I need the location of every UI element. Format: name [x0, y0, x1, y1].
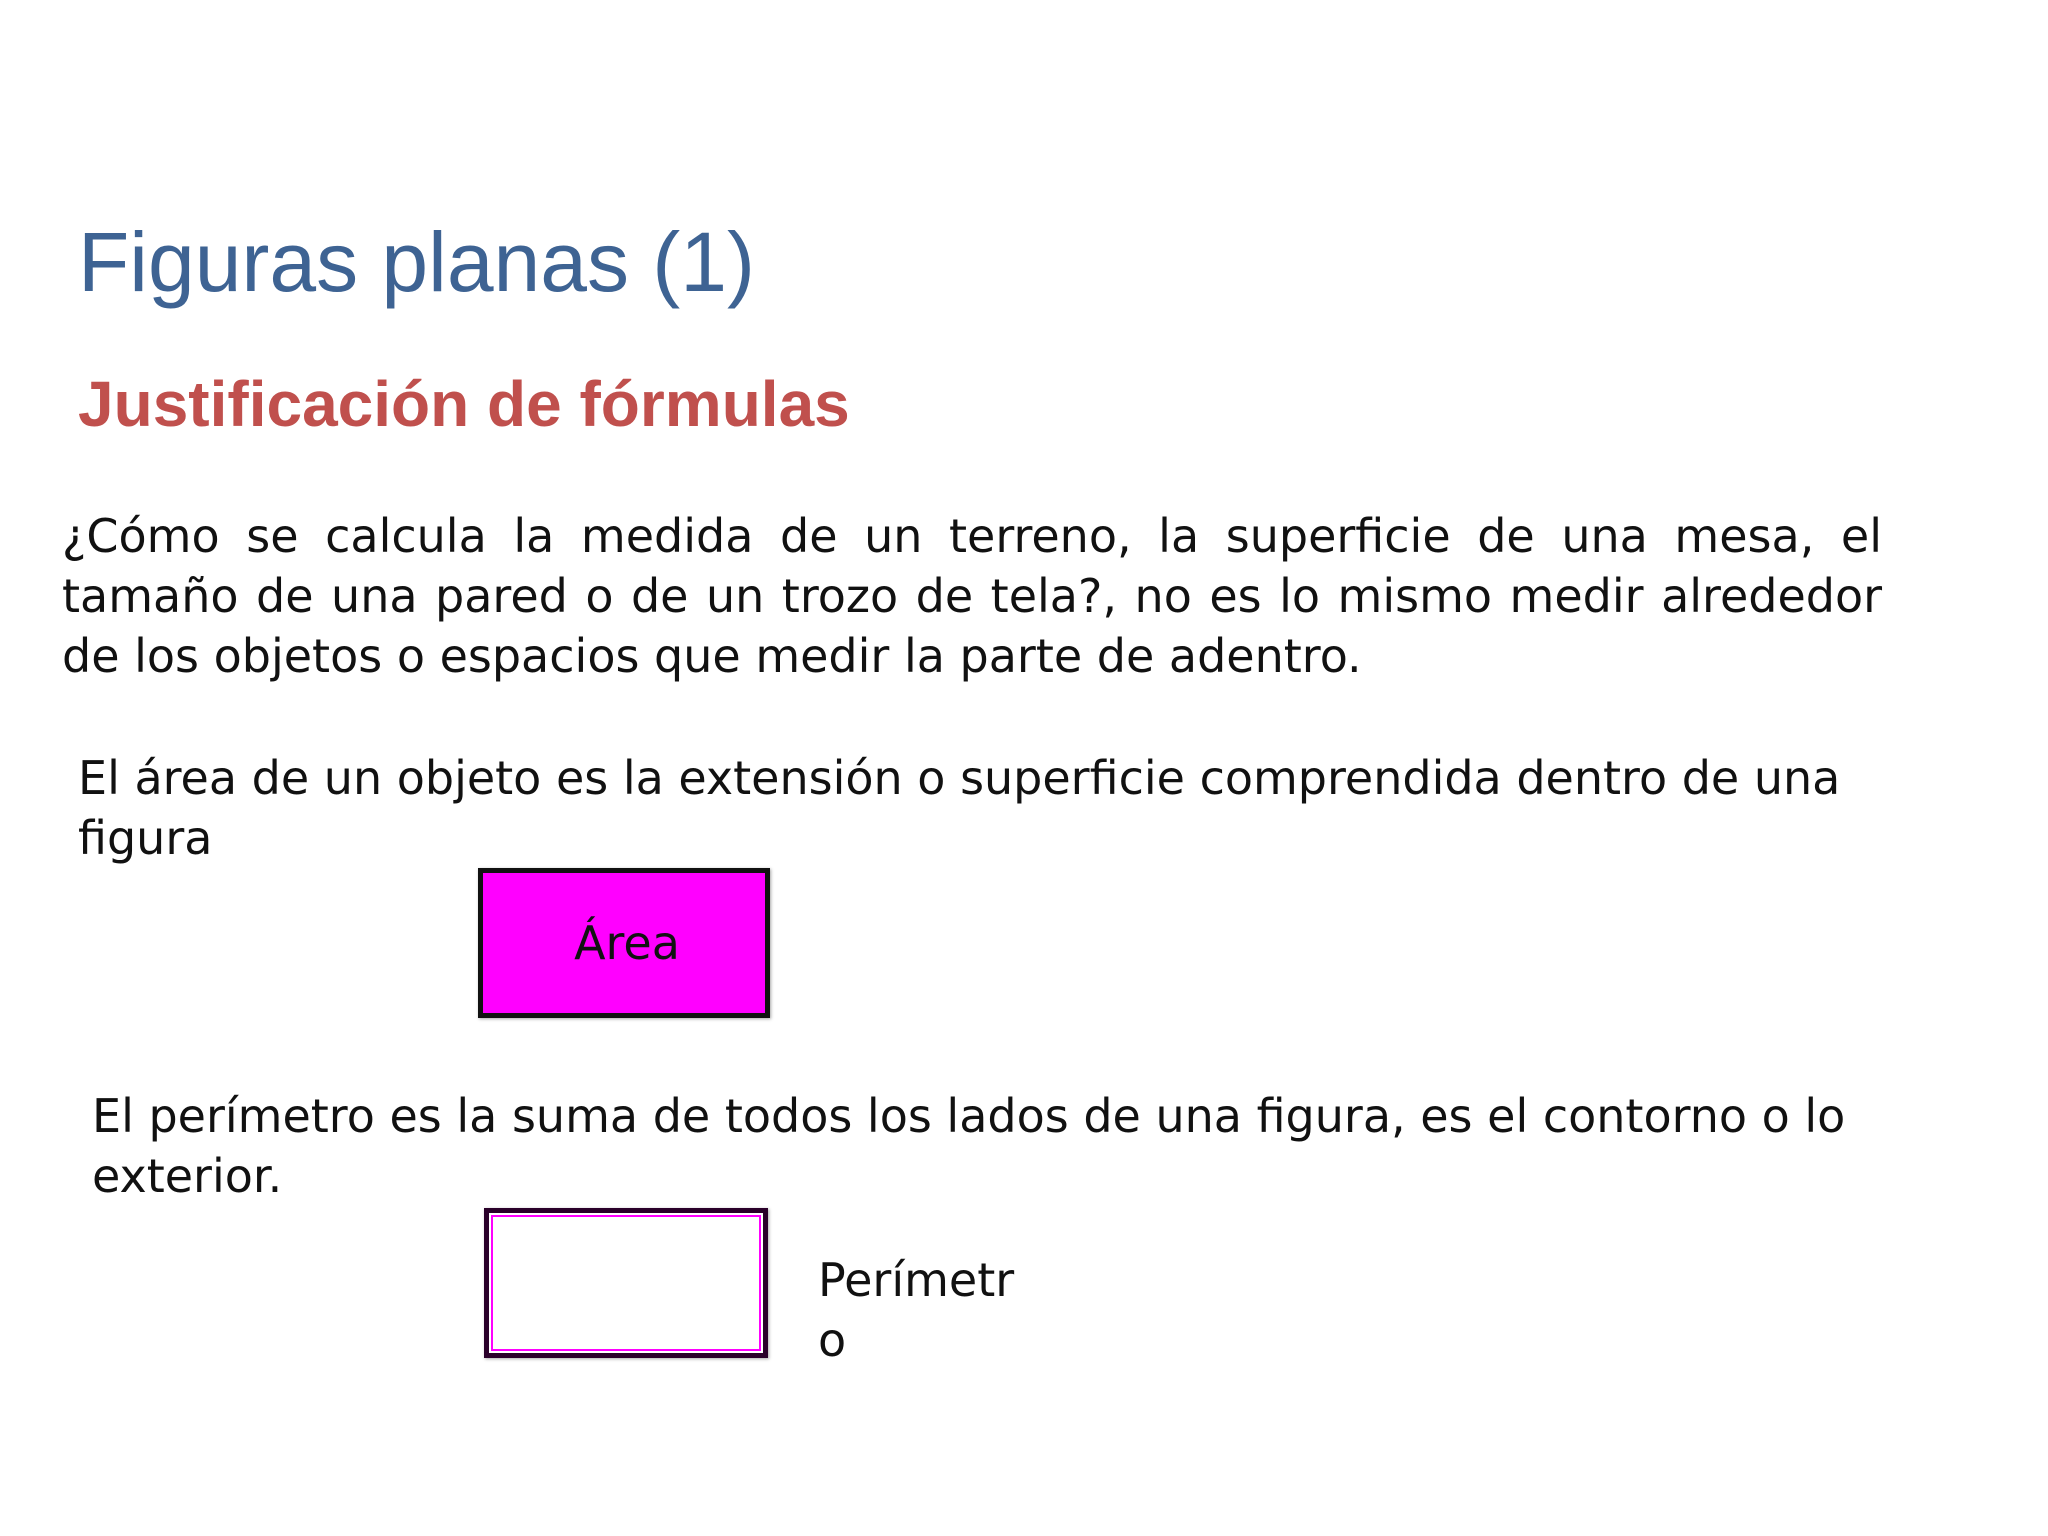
perimeter-label: Perímetro [818, 1253, 1015, 1367]
area-definition: El área de un objeto es la extensión o superficie comprendida dentro de una figura [78, 751, 1841, 865]
perimeter-definition: El perímetro es la suma de todos los lados de una figura, es el contorno o lo exterior. [92, 1089, 1846, 1203]
slide-subtitle: Justificación de fórmulas [78, 368, 850, 440]
intro-paragraph: ¿Cómo se calcula la medida de un terreno, la superficie de una mesa, el tamaño de una pared o de un trozo de tela?, no es lo mismo medir alrededor de los objetos o espacios que medir la parte de adentro. [62, 509, 1882, 683]
area-label: Área [574, 916, 680, 970]
slide-title: Figuras planas (1) [78, 215, 755, 309]
area-rectangle [478, 868, 770, 1018]
perimeter-rectangle [484, 1208, 768, 1358]
